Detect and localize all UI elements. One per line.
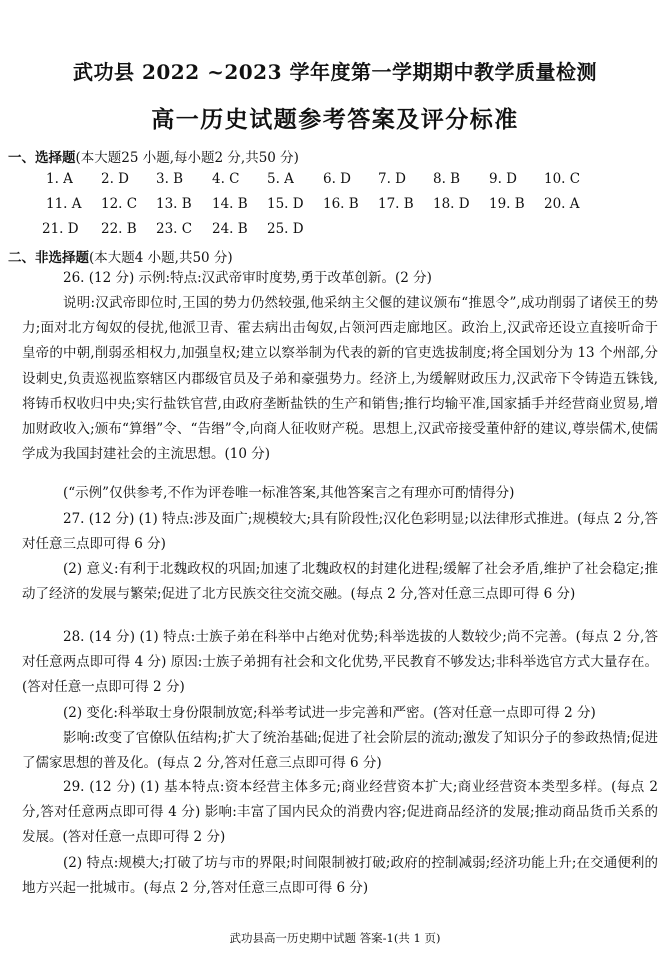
answer-item: 22. B	[101, 221, 137, 237]
section-free-response-heading	[8, 246, 233, 266]
answer-item: 18. D	[433, 196, 470, 212]
answer-item: 24. B	[212, 221, 248, 237]
answer-item: 8. B	[433, 171, 461, 187]
q26-scoring-note: (“示例”仅供参考,不作为评卷唯一标准答案,其他答案言之有理亦可酌情得分)	[63, 485, 515, 501]
answer-item: 17. B	[378, 196, 414, 212]
answer-item: 6. D	[323, 171, 351, 187]
q28-part1: 28. (14 分) (1) 特点:士族子弟在科举中占绝对优势;科举选拔的人数较少;尚不完善。(每点 2 分,答对任意两点即可得 4 分) 原因:士族子弟拥有社会和文化优势,平民教育不够发达;非科举选官方式大量存在。(答对任意一点即可得 2 分)	[22, 629, 658, 696]
section-title: 一、选择题	[8, 150, 76, 166]
answer-item: 20. A	[544, 196, 580, 212]
q29-part2: (2) 特点:规模大;打破了坊与市的界限;时间限制被打破;政府的控制减弱;经济功能上升;在交通便利的地方兴起一批城市。(每点 2 分,答对任意三点即可得 6 分)	[22, 855, 658, 897]
page-footer: 武功县高一历史期中试题 答案-1(共 1 页)	[229, 931, 441, 945]
answer-item: 10. C	[544, 171, 581, 187]
answer-item: 7. D	[378, 171, 406, 187]
section-note: (本大题4 小题,共50 分)	[89, 250, 233, 266]
section-multiple-choice-heading	[8, 146, 299, 166]
document-subtitle: 高一历史试题参考答案及评分标准	[151, 106, 519, 133]
answer-item: 5. A	[267, 171, 294, 187]
answer-item: 11. A	[46, 196, 82, 212]
answer-item: 19. B	[489, 196, 525, 212]
q27-part1: 27. (12 分) (1) 特点:涉及面广;规模较大;具有阶段性;汉化色彩明显;以法律形式推进。(每点 2 分,答对任意三点即可得 6 分)	[22, 511, 658, 553]
answer-item: 1. A	[46, 171, 73, 187]
answer-item: 14. B	[212, 196, 248, 212]
answer-item: 3. B	[156, 171, 184, 187]
answer-item: 13. B	[156, 196, 192, 212]
q28-part2: (2) 变化:科举取士身份限制放宽;科举考试进一步完善和严密。(答对任意一点即可得 2 分)	[63, 705, 596, 721]
answer-item: 4. C	[212, 171, 240, 187]
answer-item: 2. D	[101, 171, 129, 187]
answer-item: 21. D	[42, 221, 79, 237]
answer-item: 12. C	[101, 196, 138, 212]
exam-title: 武功县 2022 ~2023 学年度第一学期期中教学质量检测	[73, 60, 597, 84]
section-title: 二、非选择题	[8, 250, 89, 266]
answer-item: 25. D	[267, 221, 304, 237]
q28-part2-impact: 影响:改变了官僚队伍结构;扩大了统治基础;促进了社会阶层的流动;激发了知识分子的参政热情;促进了儒家思想的普及化。(每点 2 分,答对任意三点即可得 6 分)	[22, 730, 658, 772]
answer-item: 9. D	[489, 171, 517, 187]
answer-item: 23. C	[156, 221, 193, 237]
answer-item: 15. D	[267, 196, 304, 212]
section-note: (本大题25 小题,每小题2 分,共50 分)	[75, 150, 299, 166]
q27-part2: (2) 意义:有利于北魏政权的巩固;加速了北魏政权的封建化进程;缓解了社会矛盾,维护了社会稳定;推动了经济的发展与繁荣;促进了北方民族交往交流交融。(每点 2 分,答对任意三点即可得 6 分)	[22, 561, 658, 603]
q29-part1: 29. (12 分) (1) 基本特点:资本经营主体多元;商业经营资本扩大;商业经营资本类型多样。(每点 2 分,答对任意两点即可得 4 分) 影响:丰富了国内民众的消费内容;促进商品经济的发展;推动商品货币关系的发展。(答对任意一点即可得 2 分)	[22, 779, 658, 846]
q26-answer-line: 26. (12 分) 示例:特点:汉武帝审时度势,勇于改革创新。(2 分)	[63, 270, 432, 286]
q26-explanation: 说明:汉武帝即位时,王国的势力仍然较强,他采纳主父偃的建议颁布“推恩令”,成功削弱了诸侯王的势力;面对北方匈奴的侵扰,他派卫青、霍去病出击匈奴,占领河西走廊地区。政治上,汉武帝还设立直接听命于皇帝的中朝,削弱丞相权力,加强皇权;建立以察举制为代表的新的官吏选拔制度;将全国划分为 13 个州部,分设刺史,负责巡视监察辖区内郡级官员及子弟和豪强势力。经济上,为缓解财政压力,汉武帝下令铸造五铢钱,将铸币权收归中央;实行盐铁官营,由政府垄断盐铁的生产和销售;推行均输平准,国家插手并经营商业贸易,增加财政收入;颁布“算缗”令、“告缗”令,向商人征收财产税。思想上,汉武帝接受董仲舒的建议,尊崇儒术,使儒学成为我国封建社会的主流思想。(10 分)	[22, 295, 658, 463]
answer-item: 16. B	[323, 196, 359, 212]
